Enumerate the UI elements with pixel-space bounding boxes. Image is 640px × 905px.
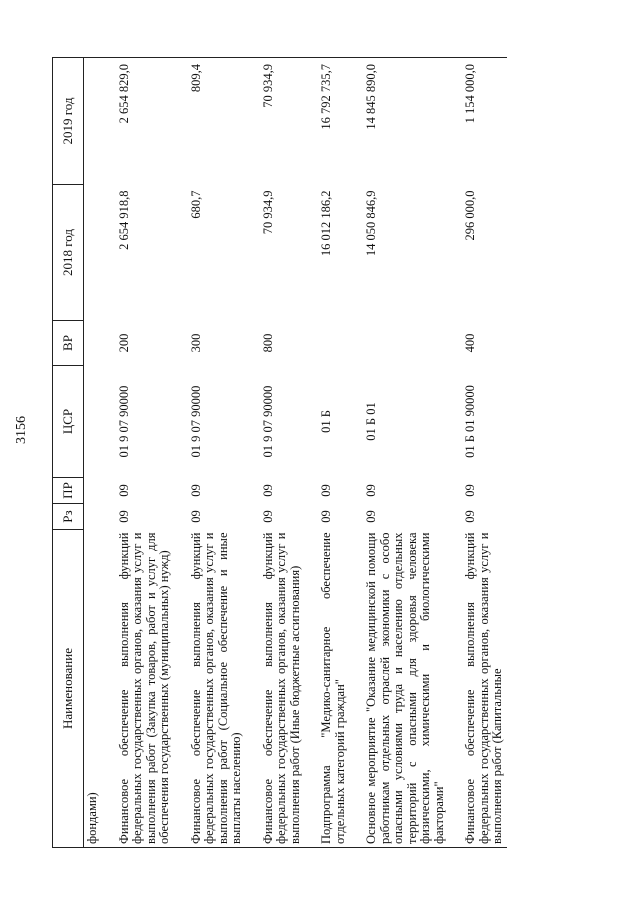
row-rz bbox=[84, 504, 102, 530]
table-row bbox=[363, 58, 448, 848]
row-vr: 800 bbox=[260, 333, 275, 353]
row-gap bbox=[246, 58, 260, 848]
row-name: Финансовое обеспечение выполнения функций федеральных государственных органов, оказания услуг и выполнения работ (Капитальные bbox=[462, 530, 507, 848]
row-pr: 09 bbox=[319, 484, 333, 497]
row-rz: 09 bbox=[364, 510, 378, 523]
row-name: Подпрограмма "Медико-санитарное обеспечение отдельных категорий граждан" bbox=[318, 530, 349, 848]
row-gap bbox=[174, 58, 188, 848]
row-gap bbox=[304, 58, 318, 848]
table-row bbox=[318, 58, 349, 848]
page-number: 3156 bbox=[14, 416, 29, 444]
table-row bbox=[260, 58, 305, 848]
row-2019: 70 934,9 bbox=[260, 58, 305, 185]
row-csr: 01 9 07 90000 bbox=[116, 385, 131, 458]
row-pr: 09 bbox=[116, 484, 131, 497]
row-vr bbox=[363, 321, 448, 366]
row-pr: 09 bbox=[463, 484, 477, 497]
header-2019: 2019 год bbox=[53, 58, 84, 185]
row-2019: 2 654 829,0 bbox=[116, 58, 174, 185]
row-2019: 809,4 bbox=[188, 58, 246, 185]
row-name: Основное мероприятие "Оказание медицинской помощи работникам отдельных отраслей экономики с особо опасными условиями труда и населению отдельных территорий с опасными для здоровья человека физическими, химическими и биологическими факторами" bbox=[363, 530, 448, 848]
row-gap bbox=[349, 58, 363, 848]
header-csr: ЦСР bbox=[53, 366, 84, 478]
row-2019: 1 154 000,0 bbox=[462, 58, 507, 185]
row-rz: 09 bbox=[463, 510, 477, 523]
header-vr: ВР bbox=[53, 321, 84, 366]
row-name: Финансовое обеспечение выполнения функций федеральных государственных органов, оказания услуг и выполнения работ (Иные бюджетные ассигнования) bbox=[260, 530, 305, 848]
row-vr bbox=[84, 321, 102, 366]
row-2018: 2 654 918,8 bbox=[116, 190, 131, 250]
row-rz: 09 bbox=[260, 510, 275, 523]
row-gap bbox=[448, 58, 462, 848]
header-name: Наименование bbox=[53, 530, 84, 848]
header-pr: ПР bbox=[53, 478, 84, 504]
budget-table bbox=[52, 57, 507, 848]
row-rz: 09 bbox=[116, 510, 131, 523]
row-vr: 400 bbox=[463, 333, 477, 353]
row-name: фондами) bbox=[84, 530, 102, 848]
header-rz: Рз bbox=[53, 504, 84, 530]
row-2019: 14 845 890,0 bbox=[363, 58, 448, 185]
header-2018: 2018 год bbox=[53, 185, 84, 321]
row-2018: 680,7 bbox=[188, 190, 203, 219]
row-2019: 16 792 735,7 bbox=[318, 58, 349, 185]
row-2018: 70 934,9 bbox=[260, 190, 275, 235]
table-header-row bbox=[53, 58, 84, 848]
rotated-table-container bbox=[52, 58, 597, 848]
row-csr bbox=[84, 366, 102, 478]
table-row bbox=[84, 58, 102, 848]
row-name: Финансовое обеспечение выполнения функций федеральных государственных органов, оказания услуг и выполнения работ (Социальное обеспечение и иные выплаты населению) bbox=[188, 530, 246, 848]
row-vr bbox=[318, 321, 349, 366]
row-csr: 01 Б bbox=[319, 410, 333, 433]
row-rz: 09 bbox=[188, 510, 203, 523]
row-2019 bbox=[84, 58, 102, 185]
row-pr: 09 bbox=[364, 484, 378, 497]
row-name: Финансовое обеспечение выполнения функций федеральных государственных органов, оказания услуг и выполнения работ (Закупка товаров, работ и услуг для обеспечения государственных (муниципальных) нужд) bbox=[116, 530, 174, 848]
row-2018: 14 050 846,9 bbox=[364, 190, 378, 257]
row-csr: 01 Б 01 90000 bbox=[463, 385, 477, 458]
row-csr: 01 9 07 90000 bbox=[260, 385, 275, 458]
table-row bbox=[188, 58, 246, 848]
row-vr: 200 bbox=[116, 333, 131, 353]
row-vr: 300 bbox=[188, 333, 203, 353]
table-row bbox=[462, 58, 507, 848]
table-row bbox=[116, 58, 174, 848]
row-2018: 296 000,0 bbox=[463, 190, 477, 241]
row-csr: 01 9 07 90000 bbox=[188, 385, 203, 458]
row-pr: 09 bbox=[260, 484, 275, 497]
row-gap bbox=[102, 58, 116, 848]
row-csr: 01 Б 01 bbox=[364, 402, 378, 441]
row-2018 bbox=[84, 185, 102, 321]
row-pr bbox=[84, 478, 102, 504]
row-pr: 09 bbox=[188, 484, 203, 497]
row-rz: 09 bbox=[319, 510, 333, 523]
row-2018: 16 012 186,2 bbox=[319, 190, 333, 257]
